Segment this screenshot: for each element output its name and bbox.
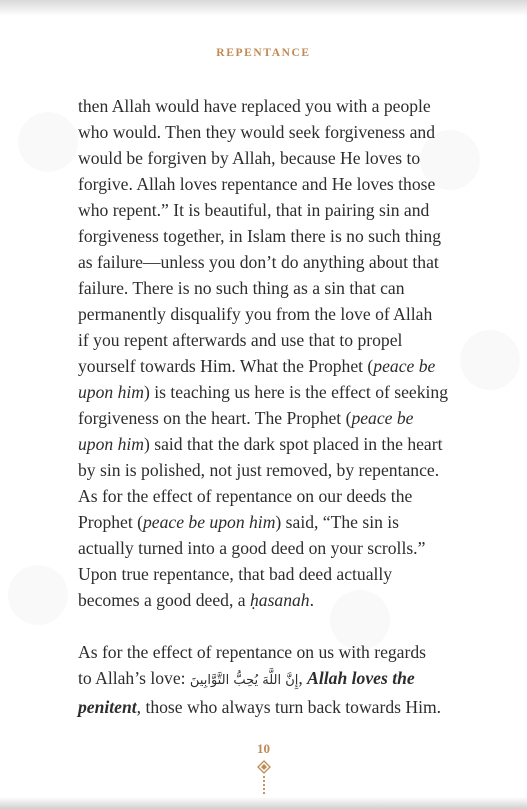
text-run: becomes a good deed, a <box>78 590 250 610</box>
text-run: , <box>298 668 308 688</box>
italic-run: ḥasanah <box>249 590 310 610</box>
text-line: actually turned into a good deed on your scrolls.” <box>78 538 426 558</box>
text-line: who would. Then they would seek forgiveness and <box>78 122 436 142</box>
text-line: permanently disqualify you from the love of Allah <box>78 304 433 324</box>
text-run: to Allah’s love: <box>78 668 190 688</box>
text-run: forgiveness on the heart. The Prophet ( <box>78 408 352 428</box>
text-line <box>78 431 470 457</box>
text-line <box>78 587 470 613</box>
text-line: then Allah would have replaced you with a people <box>78 96 431 116</box>
text-line <box>78 665 470 694</box>
text-line: who repent.” It is beautiful, that in pairing sin and <box>78 200 430 220</box>
text-line: As for the effect of repentance on us with regards <box>78 642 426 662</box>
text-line: failure. There is no such thing as a sin that can <box>78 278 405 298</box>
text-run: . <box>309 590 315 610</box>
ornament-icon <box>256 760 272 796</box>
text-run: ) said that the dark spot placed in the heart <box>143 434 443 454</box>
italic-run: upon him <box>78 434 144 454</box>
text-line: as failure—unless you don’t do anything about that <box>78 252 439 272</box>
watermark-blob <box>8 565 68 625</box>
page-number: 10 <box>257 741 270 756</box>
text-line <box>78 405 470 431</box>
text-line <box>78 379 470 405</box>
top-shadow <box>0 0 527 16</box>
italic-run: peace be upon him <box>143 512 276 532</box>
watermark-blob <box>18 112 78 172</box>
text-line: if you repent afterwards and use that to propel <box>78 330 403 350</box>
bold-italic-run: penitent <box>78 697 137 717</box>
text-line: As for the effect of repentance on our deeds the <box>78 486 413 506</box>
text-line: forgive. Allah loves repentance and He loves those <box>78 174 436 194</box>
text-line <box>78 509 470 535</box>
text-line <box>78 353 470 379</box>
italic-run: upon him <box>78 382 144 402</box>
text-line: by sin is polished, not just removed, by repentance. <box>78 460 440 480</box>
paragraph-gap <box>78 613 470 639</box>
bottom-shadow <box>0 797 527 809</box>
text-line: Upon true repentance, that bad deed actually <box>78 564 393 584</box>
text-line <box>78 694 470 720</box>
text-line: forgiveness together, in Islam there is no such thing <box>78 226 441 246</box>
bold-italic-run: Allah loves the <box>307 668 415 688</box>
chapter-header: REPENTANCE <box>216 47 311 59</box>
text-run: ) said, “The sin is <box>275 512 400 532</box>
body-text <box>78 93 470 720</box>
text-run: , those who always turn back towards Him. <box>136 697 442 717</box>
italic-run: peace be <box>351 408 414 428</box>
text-run: yourself towards Him. What the Prophet ( <box>78 356 374 376</box>
italic-run: peace be <box>373 356 436 376</box>
arabic-verse: إِنَّ اللَّهَ يُحِبُّ التَّوَّابِينَ <box>189 673 299 688</box>
text-run: ) is teaching us here is the effect of seeking <box>143 382 449 402</box>
text-line: would be forgiven by Allah, because He loves to <box>78 148 421 168</box>
text-run: Prophet ( <box>78 512 143 532</box>
